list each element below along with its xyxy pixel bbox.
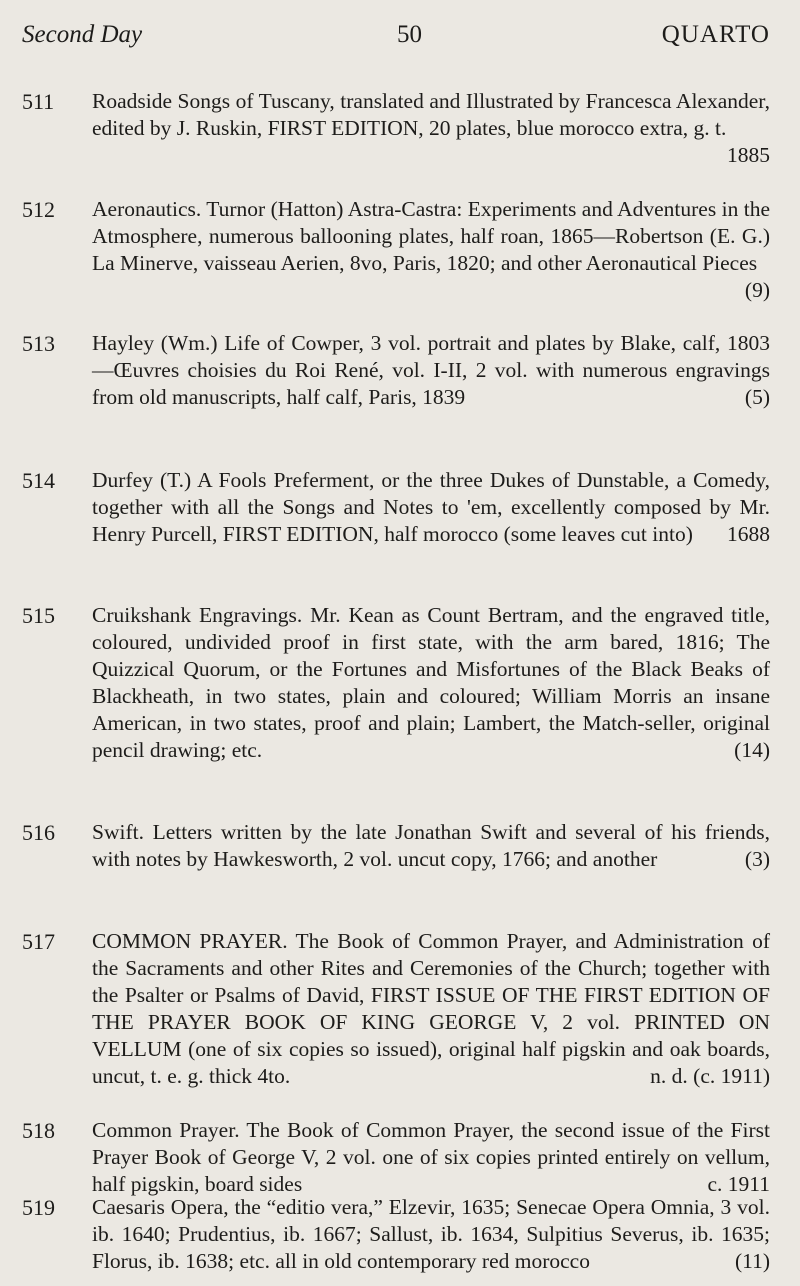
lot-description — [92, 1194, 770, 1275]
lot-519 — [22, 1194, 770, 1275]
lot-description — [92, 467, 770, 548]
header-day: Second Day — [22, 21, 143, 48]
lot-number: 514 — [22, 468, 55, 493]
lot-price: (14) — [734, 738, 770, 762]
lot-number: 515 — [22, 603, 55, 628]
lot-text: Common Prayer. The Book of Common Prayer, the second issue of the First Prayer Book of George V, 2 vol. one of six copies printed entirely on vellum, half pigskin, board sides — [92, 1118, 770, 1196]
lot-description — [92, 88, 770, 169]
lot-number: 517 — [22, 929, 55, 954]
lot-511 — [22, 88, 770, 169]
lot-513 — [22, 330, 770, 411]
lot-518 — [22, 1117, 770, 1198]
lot-number: 516 — [22, 820, 55, 845]
lot-text: COMMON PRAYER. The Book of Common Prayer, and Administration of the Sacraments and other Rites and Ceremonies of the Church; together with the Psalter or Psalms of David, FIRST ISSUE OF THE FIRST EDITION OF THE PRAYER BOOK OF KING GEORGE V, 2 vol. PRINTED ON VELLUM (one of six copies so issued), original half pigskin and oak boards, uncut, t. e. g. thick 4to. — [92, 929, 770, 1088]
lot-price: n. d. (c. 1911) — [650, 1064, 770, 1088]
lot-number: 518 — [22, 1118, 55, 1143]
lot-515 — [22, 602, 770, 764]
lot-number: 511 — [22, 89, 55, 114]
lot-text: Durfey (T.) A Fools Preferment, or the three Dukes of Dunstable, a Comedy, together with all the Songs and Notes to 'em, excellently composed by Mr. Henry Purcell, FIRST EDITION, half morocco (some leaves cut into) — [92, 468, 770, 546]
lot-price: (11) — [734, 1249, 770, 1273]
lot-text: Aeronautics. Turnor (Hatton) Astra-Castra: Experiments and Adventures in the Atmosphere, numerous ballooning plates, half roan, 1865—Robertson (E. G.) La Minerve, vaisseau Aerien, 8vo, Paris, 1820; and other Aeronautical Pieces — [92, 197, 770, 275]
lot-text: Cruikshank Engravings. Mr. Kean as Count Bertram, and the engraved title, coloured, undivided proof in first state, with the arm bared, 1816; The Quizzical Quorum, or the Fortunes and Misfortunes of the Black Beaks of Blackheath, in two states, plain and coloured; William Morris an insane American, in two states, proof and plain; Lambert, the Match-seller, original pencil drawing; etc. — [92, 603, 770, 762]
lot-description — [92, 928, 770, 1090]
lot-514 — [22, 467, 770, 548]
lot-description — [92, 330, 770, 411]
lot-price: (9) — [744, 278, 770, 302]
lot-description — [92, 602, 770, 764]
lot-number: 513 — [22, 331, 55, 356]
lot-price: 1688 — [727, 522, 770, 546]
lot-text: Roadside Songs of Tuscany, translated and Illustrated by Francesca Alexander, edited by J. Ruskin, FIRST EDITION, 20 plates, blue morocco extra, g. t. — [92, 89, 770, 140]
lot-text: Swift. Letters written by the late Jonathan Swift and several of his friends, with notes by Hawkesworth, 2 vol. uncut copy, 1766; and another — [92, 820, 770, 871]
lot-price: (5) — [744, 385, 770, 409]
lot-description — [92, 1117, 770, 1198]
lot-516 — [22, 819, 770, 873]
lot-number: 519 — [22, 1195, 55, 1220]
lot-description — [92, 196, 770, 304]
lot-description — [92, 819, 770, 873]
header-page-number: 50 — [397, 21, 422, 48]
lot-price: (3) — [744, 847, 770, 871]
page-header — [22, 20, 770, 50]
lot-text: Caesaris Opera, the “editio vera,” Elzevir, 1635; Senecae Opera Omnia, 3 vol. ib. 1640; Prudentius, ib. 1667; Sallust, ib. 1634, Sulpitius Severus, ib. 1635; Florus, ib. 1638; etc. all in old contemporary red morocco — [92, 1195, 770, 1273]
header-format: QUARTO — [661, 21, 770, 48]
lot-text: Hayley (Wm.) Life of Cowper, 3 vol. portrait and plates by Blake, calf, 1803—Œuvres choisies du Roi René, vol. I-II, 2 vol. with numerous engravings from old manuscripts, half calf, Paris, 1839 — [92, 331, 770, 409]
lot-517 — [22, 928, 770, 1090]
lot-price: 1885 — [727, 143, 770, 167]
lot-price: c. 1911 — [707, 1172, 770, 1196]
lot-512 — [22, 196, 770, 304]
lot-number: 512 — [22, 197, 55, 222]
